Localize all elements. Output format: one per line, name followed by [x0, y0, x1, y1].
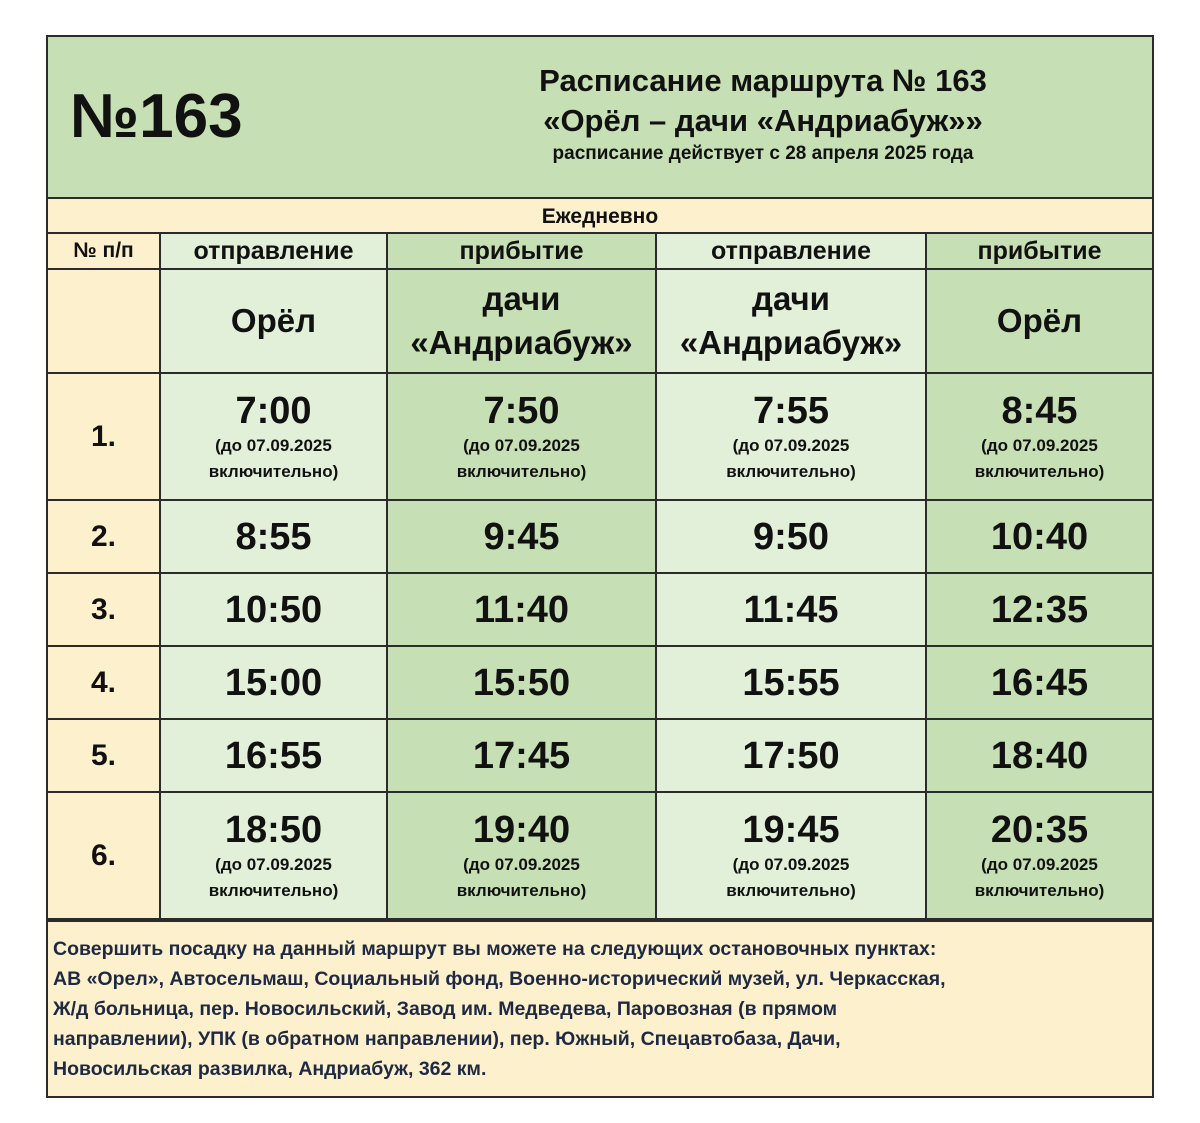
time-cell [926, 719, 1152, 792]
trip-number: 6. [48, 792, 160, 919]
time-cell [160, 646, 387, 719]
column-header-row [48, 234, 1152, 269]
time-cell [160, 500, 387, 573]
stop-dachi-line2: «Андриабуж» [410, 324, 633, 361]
note-line1: (до 07.09.2025 [981, 435, 1098, 455]
time-value: 19:45 [742, 808, 840, 851]
time-value: 7:50 [483, 389, 560, 432]
time-value: 12:35 [990, 588, 1089, 631]
valid-from: расписание действует с 28 апреля 2025 года [552, 143, 974, 164]
time-value: 15:55 [742, 661, 840, 704]
footer-line: Ж/д больница, пер. Новосильский, Завод им. Медведева, Паровозная (в прямом [53, 998, 838, 1020]
note-line1: (до 07.09.2025 [463, 435, 580, 455]
trip-number: 3. [48, 573, 160, 646]
time-cell [656, 792, 926, 919]
note-line2: включительно) [974, 461, 1105, 481]
trip-row [48, 373, 1152, 500]
route-number-badge: №163 [70, 82, 243, 151]
trip-number: 1. [48, 373, 160, 500]
time-value: 9:45 [483, 515, 560, 558]
time-cell [387, 500, 656, 573]
note-line2: включительно) [208, 461, 339, 481]
note-line2: включительно) [726, 461, 856, 481]
title-block [408, 61, 1118, 167]
time-cell [387, 719, 656, 792]
time-value: 19:40 [472, 808, 571, 851]
time-cell [656, 373, 926, 500]
time-cell [387, 792, 656, 919]
trip-row [48, 646, 1152, 719]
stop-dachi-line1: дачи [752, 280, 830, 317]
time-cell [387, 573, 656, 646]
time-value: 11:40 [473, 588, 570, 631]
col-header-dep1: отправление [160, 234, 387, 269]
time-cell [926, 500, 1152, 573]
trip-row [48, 719, 1152, 792]
time-cell [160, 792, 387, 919]
title-line-1: Расписание маршрута № 163 [539, 63, 987, 98]
stop-dachi-line1: дачи [482, 280, 561, 317]
footer-line: Новосильская развилка, Андриабуж, 362 км. [53, 1058, 487, 1080]
stops-row [48, 269, 1152, 373]
col-header-num: № п/п [48, 234, 160, 269]
time-cell [160, 719, 387, 792]
title-line-2: «Орёл – дачи «Андриабуж»» [543, 103, 983, 138]
time-value: 17:45 [472, 734, 571, 777]
trip-number: 2. [48, 500, 160, 573]
note-line1: (до 07.09.2025 [463, 854, 580, 874]
stop-orel-dep: Орёл [160, 269, 387, 373]
trip-number: 4. [48, 646, 160, 719]
footer-line: АВ «Орел», Автосельмаш, Социальный фонд, Военно-исторический музей, ул. Черкасская, [53, 968, 946, 990]
note-line1: (до 07.09.2025 [215, 435, 332, 455]
time-value: 8:45 [1001, 389, 1078, 432]
time-cell [656, 719, 926, 792]
time-value: 18:40 [990, 734, 1089, 777]
time-cell [387, 646, 656, 719]
stop-dachi-arr [387, 269, 656, 373]
col-header-arr1: прибытие [387, 234, 656, 269]
stop-orel-arr: Орёл [926, 269, 1152, 373]
time-value: 7:00 [235, 389, 312, 432]
header [48, 37, 1152, 199]
time-cell [656, 646, 926, 719]
note-line1: (до 07.09.2025 [981, 854, 1098, 874]
time-value: 15:00 [224, 661, 323, 704]
time-value: 8:55 [235, 515, 312, 558]
time-cell [160, 573, 387, 646]
time-cell [926, 373, 1152, 500]
days-band: Ежедневно [48, 199, 1152, 234]
footer-line: направлении), УПК (в обратном направлении), пер. Южный, Спецавтобаза, Дачи, [53, 1028, 841, 1050]
note-line2: включительно) [726, 880, 856, 900]
time-value: 20:35 [990, 808, 1089, 851]
time-cell [387, 373, 656, 500]
time-cell [926, 573, 1152, 646]
time-value: 17:50 [742, 734, 840, 777]
note-line2: включительно) [456, 880, 587, 900]
trip-row [48, 573, 1152, 646]
time-value: 7:55 [752, 389, 830, 432]
note-line2: включительно) [974, 880, 1105, 900]
time-cell [160, 373, 387, 500]
time-value: 10:40 [990, 515, 1089, 558]
time-cell [656, 500, 926, 573]
time-value: 9:50 [752, 515, 830, 558]
time-cell [656, 573, 926, 646]
note-line2: включительно) [208, 880, 339, 900]
stop-dachi-dep [656, 269, 926, 373]
trip-row [48, 500, 1152, 573]
time-value: 11:45 [743, 588, 839, 631]
time-value: 15:50 [472, 661, 571, 704]
time-cell [926, 646, 1152, 719]
note-line1: (до 07.09.2025 [732, 854, 850, 874]
stop-dachi-line2: «Андриабуж» [679, 324, 903, 361]
col-header-arr2: прибытие [926, 234, 1152, 269]
note-line1: (до 07.09.2025 [732, 435, 850, 455]
stops-num-cell [48, 269, 160, 373]
note-line2: включительно) [456, 461, 587, 481]
col-header-dep2: отправление [656, 234, 926, 269]
stops-footer [48, 920, 1152, 1096]
footer-line: Совершить посадку на данный маршрут вы можете на следующих остановочных пунктах: [53, 938, 937, 960]
time-value: 10:50 [224, 588, 323, 631]
note-line1: (до 07.09.2025 [215, 854, 332, 874]
trip-row [48, 792, 1152, 919]
schedule-table [48, 234, 1152, 920]
time-cell [926, 792, 1152, 919]
schedule-card [46, 35, 1154, 1098]
trip-number: 5. [48, 719, 160, 792]
time-value: 16:55 [224, 734, 323, 777]
time-value: 18:50 [224, 808, 323, 851]
time-value: 16:45 [990, 661, 1089, 704]
